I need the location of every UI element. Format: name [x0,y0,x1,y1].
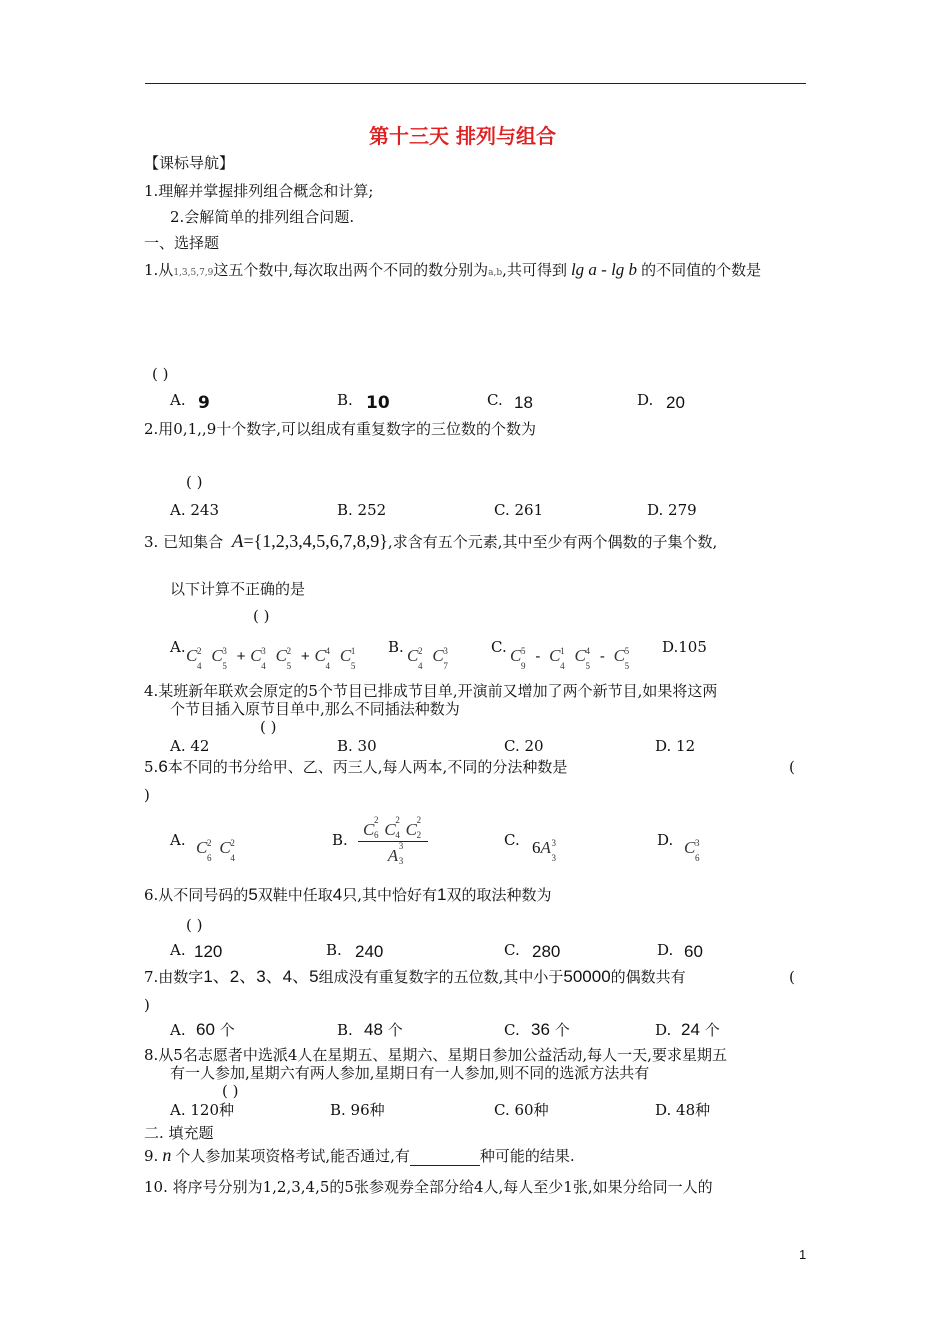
option-label-a: A. [170,1021,186,1039]
goal-1: 1.理解并掌握排列组合概念和计算; [144,182,374,200]
option-c: C. 60种 [494,1101,549,1119]
option-label-c: C. [487,391,503,409]
section-heading-fill: 二. 填充题 [144,1124,214,1142]
option-a: A. 120种 [170,1101,234,1119]
question-8-line1: 8.从5名志愿者中选派4人在星期五、星期六、星期日参加公益活动,每人一天,要求星期五 [144,1046,727,1064]
option-value-d: 60 [684,942,703,961]
option-value-b: 48 个 [364,1020,403,1039]
option-value-b: 10 [366,393,390,413]
set-elements: ={1,2,3,4,5,6,7,8,9} [243,531,388,551]
answer-paren: ( ) [186,473,203,491]
question-5-text: 5.6本不同的书分给甲、乙、丙三人,每人两本,不同的分法种数是 [144,757,568,776]
answer-paren: ( ) [260,718,277,736]
section-heading-choice: 一、选择题 [144,234,220,252]
option-d: D. 48种 [655,1101,711,1119]
ab-variable-image: a,b [488,268,503,278]
option-b-formula: C 2 4 C 3 7 [407,646,448,671]
option-a-formula: C 2 4 C 3 5 + C 3 4 C 2 5 + C 4 4 C 1 5 [186,646,356,671]
log-expression: lg a - lg b [570,260,638,279]
option-a: A. 243 [170,501,219,519]
option-value-b: 240 [355,942,384,961]
option-label-a: A. [170,638,186,656]
goal-2: 2.会解简单的排列组合问题. [170,208,355,226]
answer-paren-open: ( [789,758,795,776]
option-b-fraction: C 2 6 C 2 4 C 2 2 A 3 3 [358,820,428,866]
answer-paren-close: ) [144,996,150,1014]
question-2-text: 2.用0,1,,9十个数字,可以组成有重复数字的三位数的个数为 [144,420,537,438]
option-label-b: B. [337,1021,353,1039]
option-value-c: 36 个 [531,1020,570,1039]
answer-blank[interactable] [410,1151,480,1166]
option-value-a: 120 [194,942,223,961]
option-label-b: B. [337,391,353,409]
option-b: B. 252 [337,501,387,519]
option-value-d: 20 [666,393,685,412]
question-3-line2: 以下计算不正确的是 [170,580,306,598]
answer-paren-open: ( [789,968,795,986]
answer-paren: ( ) [253,607,270,625]
option-label-d: D.105 [662,638,707,656]
option-c-formula: C 5 9 - C 1 4 C 4 5 - C 5 5 [510,646,630,671]
option-d: D. 12 [655,737,696,755]
option-a-formula: C 2 6 C 2 4 [196,838,235,863]
option-label-d: D. [637,391,654,409]
header-rule [145,83,806,84]
option-label-c: C. [504,1021,520,1039]
option-value-a: 60 个 [196,1020,235,1039]
question-10-text: 10. 将序号分别为1,2,3,4,5的5张参观券全部分给4人,每人至少1张,如果分给同一人的 [144,1178,713,1196]
option-value-a: 9 [198,393,210,413]
question-8-line2: 有一人参加,星期六有两人参加,星期日有一人参加,则不同的选派方法共有 [170,1064,650,1082]
number-set-image: 1,3,5,7,9 [173,268,214,278]
question-9-text: 9. n 个人参加某项资格考试,能否通过,有 种可能的结果. [144,1145,575,1165]
question-6-text: 6.从不同号码的5双鞋中任取4只,其中恰好有1双的取法种数为 [144,885,552,904]
option-d: D. 279 [647,501,697,519]
nav-heading: 【课标导航】 [144,154,235,172]
question-3-text: 3. 已知集合 A={1,2,3,4,5,6,7,8,9},求含有五个元素,其中至少有两个偶数的子集个数, [144,531,718,552]
page-title: 第十三天 排列与组合 [369,124,556,148]
question-1-text: 1.从1,3,5,7,9这五个数中,每次取出两个不同的数分别为a,b,共可得到 lg a - lg b 的不同值的个数是 [144,260,762,279]
option-value-c: 280 [532,942,561,961]
question-4-line1: 4.某班新年联欢会原定的5个节目已排成节目单,开演前又增加了两个新节目,如果将这两 [144,682,718,700]
option-d-formula: C 3 6 [684,838,700,863]
set-name: A [231,531,244,552]
page-number: 1 [799,1247,807,1262]
answer-paren: ( ) [222,1082,239,1100]
option-label-b: B. [332,831,348,849]
answer-paren: ( ) [186,916,203,934]
option-label-d: D. [657,831,674,849]
option-b: B. 30 [337,737,377,755]
option-label-a: A. [170,941,186,959]
question-7-text: 7.由数字1、2、3、4、5组成没有重复数字的五位数,其中小于50000的偶数共有 [144,967,686,986]
option-label-d: D. [657,941,674,959]
answer-paren-close: ) [144,786,150,804]
option-label-c: C. [504,941,520,959]
option-a: A. 42 [170,737,210,755]
option-value-c: 18 [514,393,533,412]
option-label-d: D. [655,1021,672,1039]
option-label-b: B. [388,638,404,656]
option-c-formula: 6A 3 3 [532,838,556,863]
option-b: B. 96种 [330,1101,385,1119]
option-label-b: B. [326,941,342,959]
option-label-a: A. [170,831,186,849]
option-value-d: 24 个 [681,1020,720,1039]
option-label-a: A. [170,391,186,409]
question-4-line2: 个节目插入原节目单中,那么不同插法种数为 [170,700,460,718]
option-c: C. 261 [494,501,544,519]
answer-paren: ( ) [152,365,169,383]
option-c: C. 20 [504,737,544,755]
option-label-c: C. [504,831,520,849]
option-label-c: C. [491,638,507,656]
